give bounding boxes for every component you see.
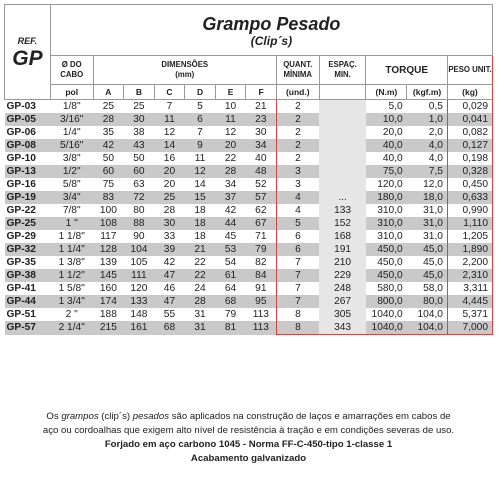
row-c: 20: [163, 179, 176, 190]
row-torque-kgfm: 12,0: [423, 179, 443, 190]
row-torque-nm: 75,0: [366, 165, 407, 178]
row-e: 20: [215, 139, 246, 152]
row-f: 62: [255, 205, 267, 216]
table-row: [5, 126, 493, 139]
row-a: 75: [102, 179, 115, 190]
row-d: 28: [185, 295, 216, 308]
row-peso: 0,990: [447, 204, 492, 217]
sub-e: E: [215, 85, 246, 100]
row-torque-kgfm: 31,0: [423, 205, 443, 216]
row-a: 139: [99, 257, 117, 268]
row-torque-kgfm: 31,0: [407, 217, 448, 230]
sub-f: F: [246, 85, 277, 100]
row-b: 50: [133, 153, 145, 164]
spec-sheet: [4, 4, 493, 335]
ref-code: GP: [12, 46, 43, 70]
row-b: 148: [130, 309, 148, 320]
header-dimensoes-label: DIMENSÕES: [161, 60, 209, 69]
row-espac: [319, 165, 366, 178]
row-peso: 0,450: [447, 178, 492, 191]
row-a: 35: [102, 127, 115, 138]
row-pol: 1 1/2": [50, 269, 93, 282]
row-pol: 1 1/8": [58, 231, 85, 242]
row-b: 120: [130, 283, 148, 294]
row-quant: 3: [276, 178, 319, 191]
row-pol: 1/2": [50, 165, 93, 178]
row-quant: 2: [276, 139, 319, 152]
table-row: [5, 191, 493, 204]
ref-label: REF.: [17, 35, 38, 46]
row-torque-nm: 450,0: [366, 243, 407, 256]
row-peso: 0,041: [447, 113, 492, 126]
row-a: 188: [99, 309, 117, 320]
row-pol: 2 1/4": [50, 321, 93, 335]
row-espac: 133: [319, 204, 366, 217]
row-peso: 2,310: [447, 269, 492, 282]
row-f: 40: [255, 153, 267, 164]
row-d: 11: [194, 153, 206, 164]
row-e: 37: [215, 191, 246, 204]
row-b: 72: [124, 191, 155, 204]
row-c: 55: [163, 309, 176, 320]
table-row: [5, 308, 493, 321]
row-e: 34: [224, 179, 237, 190]
row-c: 33: [163, 231, 176, 242]
row-c: 68: [154, 321, 185, 335]
row-d: 24: [194, 283, 206, 294]
row-ref: GP-41: [6, 283, 36, 294]
row-torque-nm: 1040,0: [371, 309, 403, 320]
row-c: 28: [163, 205, 176, 216]
row-a: 215: [93, 321, 124, 335]
row-a: 83: [93, 191, 124, 204]
row-c: 30: [154, 217, 185, 230]
row-pol: 3/16": [50, 113, 93, 126]
row-a: 160: [99, 283, 117, 294]
row-f: 23: [246, 113, 277, 126]
footer-line-1: [0, 410, 497, 424]
row-peso: 0,082: [447, 126, 492, 139]
row-e: 64: [224, 283, 237, 294]
row-e: 44: [215, 217, 246, 230]
row-peso: 0,029: [447, 100, 492, 114]
row-torque-nm: 310,0: [377, 231, 403, 242]
row-espac: [319, 152, 366, 165]
row-torque-kgfm: 0,5: [428, 101, 443, 112]
row-quant: 2: [276, 152, 319, 165]
row-peso: 3,311: [447, 282, 492, 295]
row-torque-kgfm: 18,0: [407, 191, 448, 204]
row-ref: GP-16: [6, 179, 36, 190]
row-ref: GP-03: [6, 101, 36, 112]
table-row: [5, 165, 493, 178]
row-a: 28: [93, 113, 124, 126]
header-cabo: Ø DO CABO: [50, 56, 93, 85]
row-b: 105: [130, 257, 148, 268]
row-pol: 2 ": [65, 309, 78, 320]
row-quant: 7: [276, 269, 319, 282]
footer-text-c: são aplicados na construção de laços e amarrações em cabos de: [169, 411, 451, 422]
footer-line-4: Acabamento galvanizado: [190, 453, 307, 464]
row-quant: 7: [276, 282, 319, 295]
row-torque-kgfm: 45,0: [407, 243, 448, 256]
header-peso: PESO UNIT.: [447, 56, 492, 85]
table-row: [5, 269, 493, 282]
row-e: 42: [224, 205, 237, 216]
row-quant: 5: [276, 217, 319, 230]
row-espac: 168: [319, 230, 366, 243]
row-peso: 0,633: [447, 191, 492, 204]
row-e: 79: [224, 309, 237, 320]
row-b: 80: [133, 205, 145, 216]
row-c: 47: [154, 269, 185, 282]
row-espac: ...: [319, 191, 366, 204]
row-a: 50: [102, 153, 115, 164]
row-quant: 8: [276, 321, 319, 335]
row-b: 88: [124, 217, 155, 230]
table-row: [5, 113, 493, 126]
row-pol: 7/8": [62, 205, 81, 216]
row-quant: 6: [276, 243, 319, 256]
row-ref: GP-19: [5, 191, 51, 204]
row-e: 12: [224, 127, 237, 138]
row-c: 46: [163, 283, 176, 294]
row-espac: [319, 139, 366, 152]
row-e: 81: [215, 321, 246, 335]
row-ref: GP-35: [6, 257, 36, 268]
row-f: 82: [255, 257, 267, 268]
row-a: 145: [93, 269, 124, 282]
row-torque-kgfm: 58,0: [423, 283, 443, 294]
row-quant: 7: [276, 256, 319, 269]
row-peso: 7,000: [447, 321, 492, 335]
page-title: Grampo Pesado: [202, 13, 341, 34]
row-f: 34: [246, 139, 277, 152]
row-d: 14: [194, 179, 206, 190]
table-row: [5, 139, 493, 152]
row-pol: 5/16": [50, 139, 93, 152]
row-peso: 0,328: [447, 165, 492, 178]
row-e: 10: [224, 101, 237, 112]
row-pol: 1 5/8": [58, 283, 85, 294]
row-b: 30: [124, 113, 155, 126]
row-torque-kgfm: 2,0: [428, 127, 443, 138]
row-torque-kgfm: 4,0: [428, 153, 443, 164]
table-row: [5, 178, 493, 191]
sub-kg: (kg): [447, 85, 492, 100]
spec-table: [4, 4, 493, 335]
sub-b: B: [124, 85, 155, 100]
footer-text-b: (clip´s): [98, 411, 133, 422]
row-torque-nm: 10,0: [366, 113, 407, 126]
row-pol: 3/8": [62, 153, 81, 164]
row-ref: GP-44: [5, 295, 51, 308]
row-f: 30: [255, 127, 267, 138]
row-torque-nm: 40,0: [366, 139, 407, 152]
row-ref: GP-13: [5, 165, 51, 178]
row-c: 12: [163, 127, 176, 138]
table-body: [5, 100, 493, 335]
sub-nm: (N.m): [366, 85, 407, 100]
row-a: 42: [93, 139, 124, 152]
ref-header: [5, 5, 51, 100]
row-ref: GP-38: [5, 269, 51, 282]
row-quant: 7: [276, 295, 319, 308]
row-torque-nm: 450,0: [366, 269, 407, 282]
row-espac: 305: [319, 308, 366, 321]
row-f: 95: [246, 295, 277, 308]
footer-line-3: Forjado em aço carbono 1045 - Norma FF-C-450-tipo 1-classe 1: [104, 439, 393, 450]
row-d: 9: [185, 139, 216, 152]
row-torque-nm: 310,0: [377, 205, 403, 216]
row-quant: 2: [276, 113, 319, 126]
row-b: 104: [124, 243, 155, 256]
row-espac: [319, 126, 366, 139]
row-c: 47: [154, 295, 185, 308]
row-ref: GP-10: [6, 153, 36, 164]
row-d: 7: [197, 127, 203, 138]
row-peso: 1,890: [447, 243, 492, 256]
row-quant: 4: [276, 191, 319, 204]
row-pol: 5/8": [62, 179, 81, 190]
row-pol: 1 ": [50, 217, 93, 230]
row-a: 128: [93, 243, 124, 256]
row-d: 31: [194, 309, 206, 320]
row-quant: 6: [276, 230, 319, 243]
row-d: 15: [185, 191, 216, 204]
row-e: 28: [215, 165, 246, 178]
row-c: 7: [166, 101, 173, 112]
row-espac: [319, 113, 366, 126]
row-pol: 1 3/4": [50, 295, 93, 308]
table-row: [5, 256, 493, 269]
row-torque-nm: 800,0: [366, 295, 407, 308]
row-ref: GP-08: [5, 139, 51, 152]
row-e: 68: [215, 295, 246, 308]
row-c: 25: [154, 191, 185, 204]
row-d: 5: [197, 101, 203, 112]
row-b: 63: [133, 179, 145, 190]
row-f: 113: [246, 321, 277, 335]
row-peso: 2,200: [447, 256, 492, 269]
row-f: 57: [246, 191, 277, 204]
row-ref: GP-51: [6, 309, 36, 320]
footer-em-grampos: grampos: [61, 411, 99, 422]
row-torque-kgfm: 1,0: [407, 113, 448, 126]
row-peso: 0,198: [447, 152, 492, 165]
row-pol: 3/4": [50, 191, 93, 204]
row-f: 48: [246, 165, 277, 178]
row-a: 25: [102, 101, 115, 112]
row-torque-nm: 180,0: [366, 191, 407, 204]
sub-c: C: [154, 85, 185, 100]
row-d: 21: [185, 243, 216, 256]
row-torque-nm: 20,0: [382, 127, 403, 138]
table-row: [5, 295, 493, 308]
row-peso: 0,127: [447, 139, 492, 152]
row-espac: 229: [319, 269, 366, 282]
row-e: 11: [215, 113, 246, 126]
row-d: 22: [185, 269, 216, 282]
row-d: 18: [194, 205, 206, 216]
row-torque-nm: 120,0: [377, 179, 403, 190]
row-b: 25: [133, 101, 145, 112]
row-d: 18: [194, 231, 206, 242]
header-dimensoes: [93, 56, 276, 85]
row-c: 39: [154, 243, 185, 256]
row-pol: 1 3/8": [58, 257, 85, 268]
row-ref: GP-29: [6, 231, 36, 242]
row-espac: 152: [319, 217, 366, 230]
row-a: 60: [93, 165, 124, 178]
table-row: [5, 152, 493, 165]
row-espac: 248: [319, 282, 366, 295]
row-pol: 1/4": [62, 127, 81, 138]
table-row: [5, 282, 493, 295]
row-f: 113: [252, 309, 269, 320]
row-torque-kgfm: 104,0: [417, 309, 443, 320]
row-f: 21: [255, 101, 267, 112]
row-espac: [319, 100, 366, 114]
table-row: [5, 217, 493, 230]
row-torque-kgfm: 104,0: [407, 321, 448, 335]
footer-line-2: aço ou cordoalhas que exigem alto nível de resistência à tração e em condições severas de uso.: [42, 425, 455, 436]
row-ref: GP-06: [6, 127, 36, 138]
row-pol: 1/8": [62, 101, 81, 112]
row-espac: 343: [319, 321, 366, 335]
table-row: [5, 204, 493, 217]
row-b: 133: [124, 295, 155, 308]
row-e: 54: [224, 257, 237, 268]
header-dimensoes-unit: (mm): [175, 70, 195, 79]
row-e: 53: [215, 243, 246, 256]
row-peso: 1,110: [447, 217, 492, 230]
row-c: 11: [154, 113, 185, 126]
row-quant: 8: [276, 308, 319, 321]
row-d: 22: [194, 257, 206, 268]
table-row: [5, 321, 493, 335]
row-d: 6: [185, 113, 216, 126]
row-ref: GP-22: [6, 205, 36, 216]
row-torque-nm: 450,0: [377, 257, 403, 268]
row-torque-kgfm: 7,5: [407, 165, 448, 178]
row-espac: 267: [319, 295, 366, 308]
row-quant: 2: [276, 100, 319, 114]
row-peso: 1,205: [447, 230, 492, 243]
row-ref: GP-25: [5, 217, 51, 230]
row-e: 61: [215, 269, 246, 282]
title-block: [50, 5, 492, 56]
row-e: 45: [224, 231, 237, 242]
row-d: 12: [185, 165, 216, 178]
row-torque-kgfm: 31,0: [423, 231, 443, 242]
row-ref: GP-05: [5, 113, 51, 126]
row-pol: 1 1/4": [50, 243, 93, 256]
table-row: [5, 230, 493, 243]
row-peso: 5,371: [447, 308, 492, 321]
header-espac: ESPAÇ. MIN.: [319, 56, 366, 85]
row-a: 108: [93, 217, 124, 230]
sub-und: (und.): [276, 85, 319, 100]
sub-d: D: [185, 85, 216, 100]
page-subtitle: (Clip´s): [250, 33, 293, 48]
footer-text: [0, 410, 497, 466]
row-torque-kgfm: 4,0: [407, 139, 448, 152]
row-espac: [319, 178, 366, 191]
row-b: 90: [133, 231, 145, 242]
row-f: 79: [246, 243, 277, 256]
sub-pol: pol: [50, 85, 93, 100]
row-quant: 3: [276, 165, 319, 178]
row-espac: 210: [319, 256, 366, 269]
row-f: 91: [255, 283, 267, 294]
row-quant: 2: [276, 126, 319, 139]
footer-em-pesados: pesados: [132, 411, 170, 422]
row-ref: GP-57: [5, 321, 51, 335]
row-torque-nm: 5,0: [388, 101, 403, 112]
row-f: 52: [255, 179, 267, 190]
row-f: 84: [246, 269, 277, 282]
row-quant: 4: [276, 204, 319, 217]
row-c: 16: [163, 153, 176, 164]
table-row: [5, 100, 493, 114]
row-d: 18: [185, 217, 216, 230]
row-b: 111: [124, 269, 155, 282]
row-peso: 4,445: [447, 295, 492, 308]
row-c: 42: [163, 257, 176, 268]
row-c: 14: [154, 139, 185, 152]
row-a: 174: [93, 295, 124, 308]
row-b: 43: [124, 139, 155, 152]
row-torque-nm: 1040,0: [366, 321, 407, 335]
row-espac: 191: [319, 243, 366, 256]
header-torque: TORQUE: [366, 56, 447, 85]
row-e: 22: [224, 153, 237, 164]
row-a: 100: [99, 205, 117, 216]
row-torque-kgfm: 45,0: [423, 257, 443, 268]
sub-espac: [319, 85, 366, 100]
row-torque-nm: 580,0: [377, 283, 403, 294]
row-d: 31: [185, 321, 216, 335]
table-row: [5, 243, 493, 256]
row-f: 71: [255, 231, 267, 242]
sub-a: A: [93, 85, 124, 100]
row-ref: GP-32: [5, 243, 51, 256]
row-b: 38: [133, 127, 145, 138]
row-f: 67: [246, 217, 277, 230]
footer-text-a: Os: [46, 411, 62, 422]
row-torque-nm: 310,0: [366, 217, 407, 230]
row-torque-kgfm: 45,0: [407, 269, 448, 282]
sub-kgfm: (kgf.m): [407, 85, 448, 100]
row-a: 117: [100, 231, 117, 242]
row-c: 20: [154, 165, 185, 178]
row-torque-kgfm: 80,0: [407, 295, 448, 308]
row-torque-nm: 40,0: [382, 153, 403, 164]
row-b: 60: [124, 165, 155, 178]
header-quant: QUANT. MÍNIMA: [276, 56, 319, 85]
row-b: 161: [124, 321, 155, 335]
